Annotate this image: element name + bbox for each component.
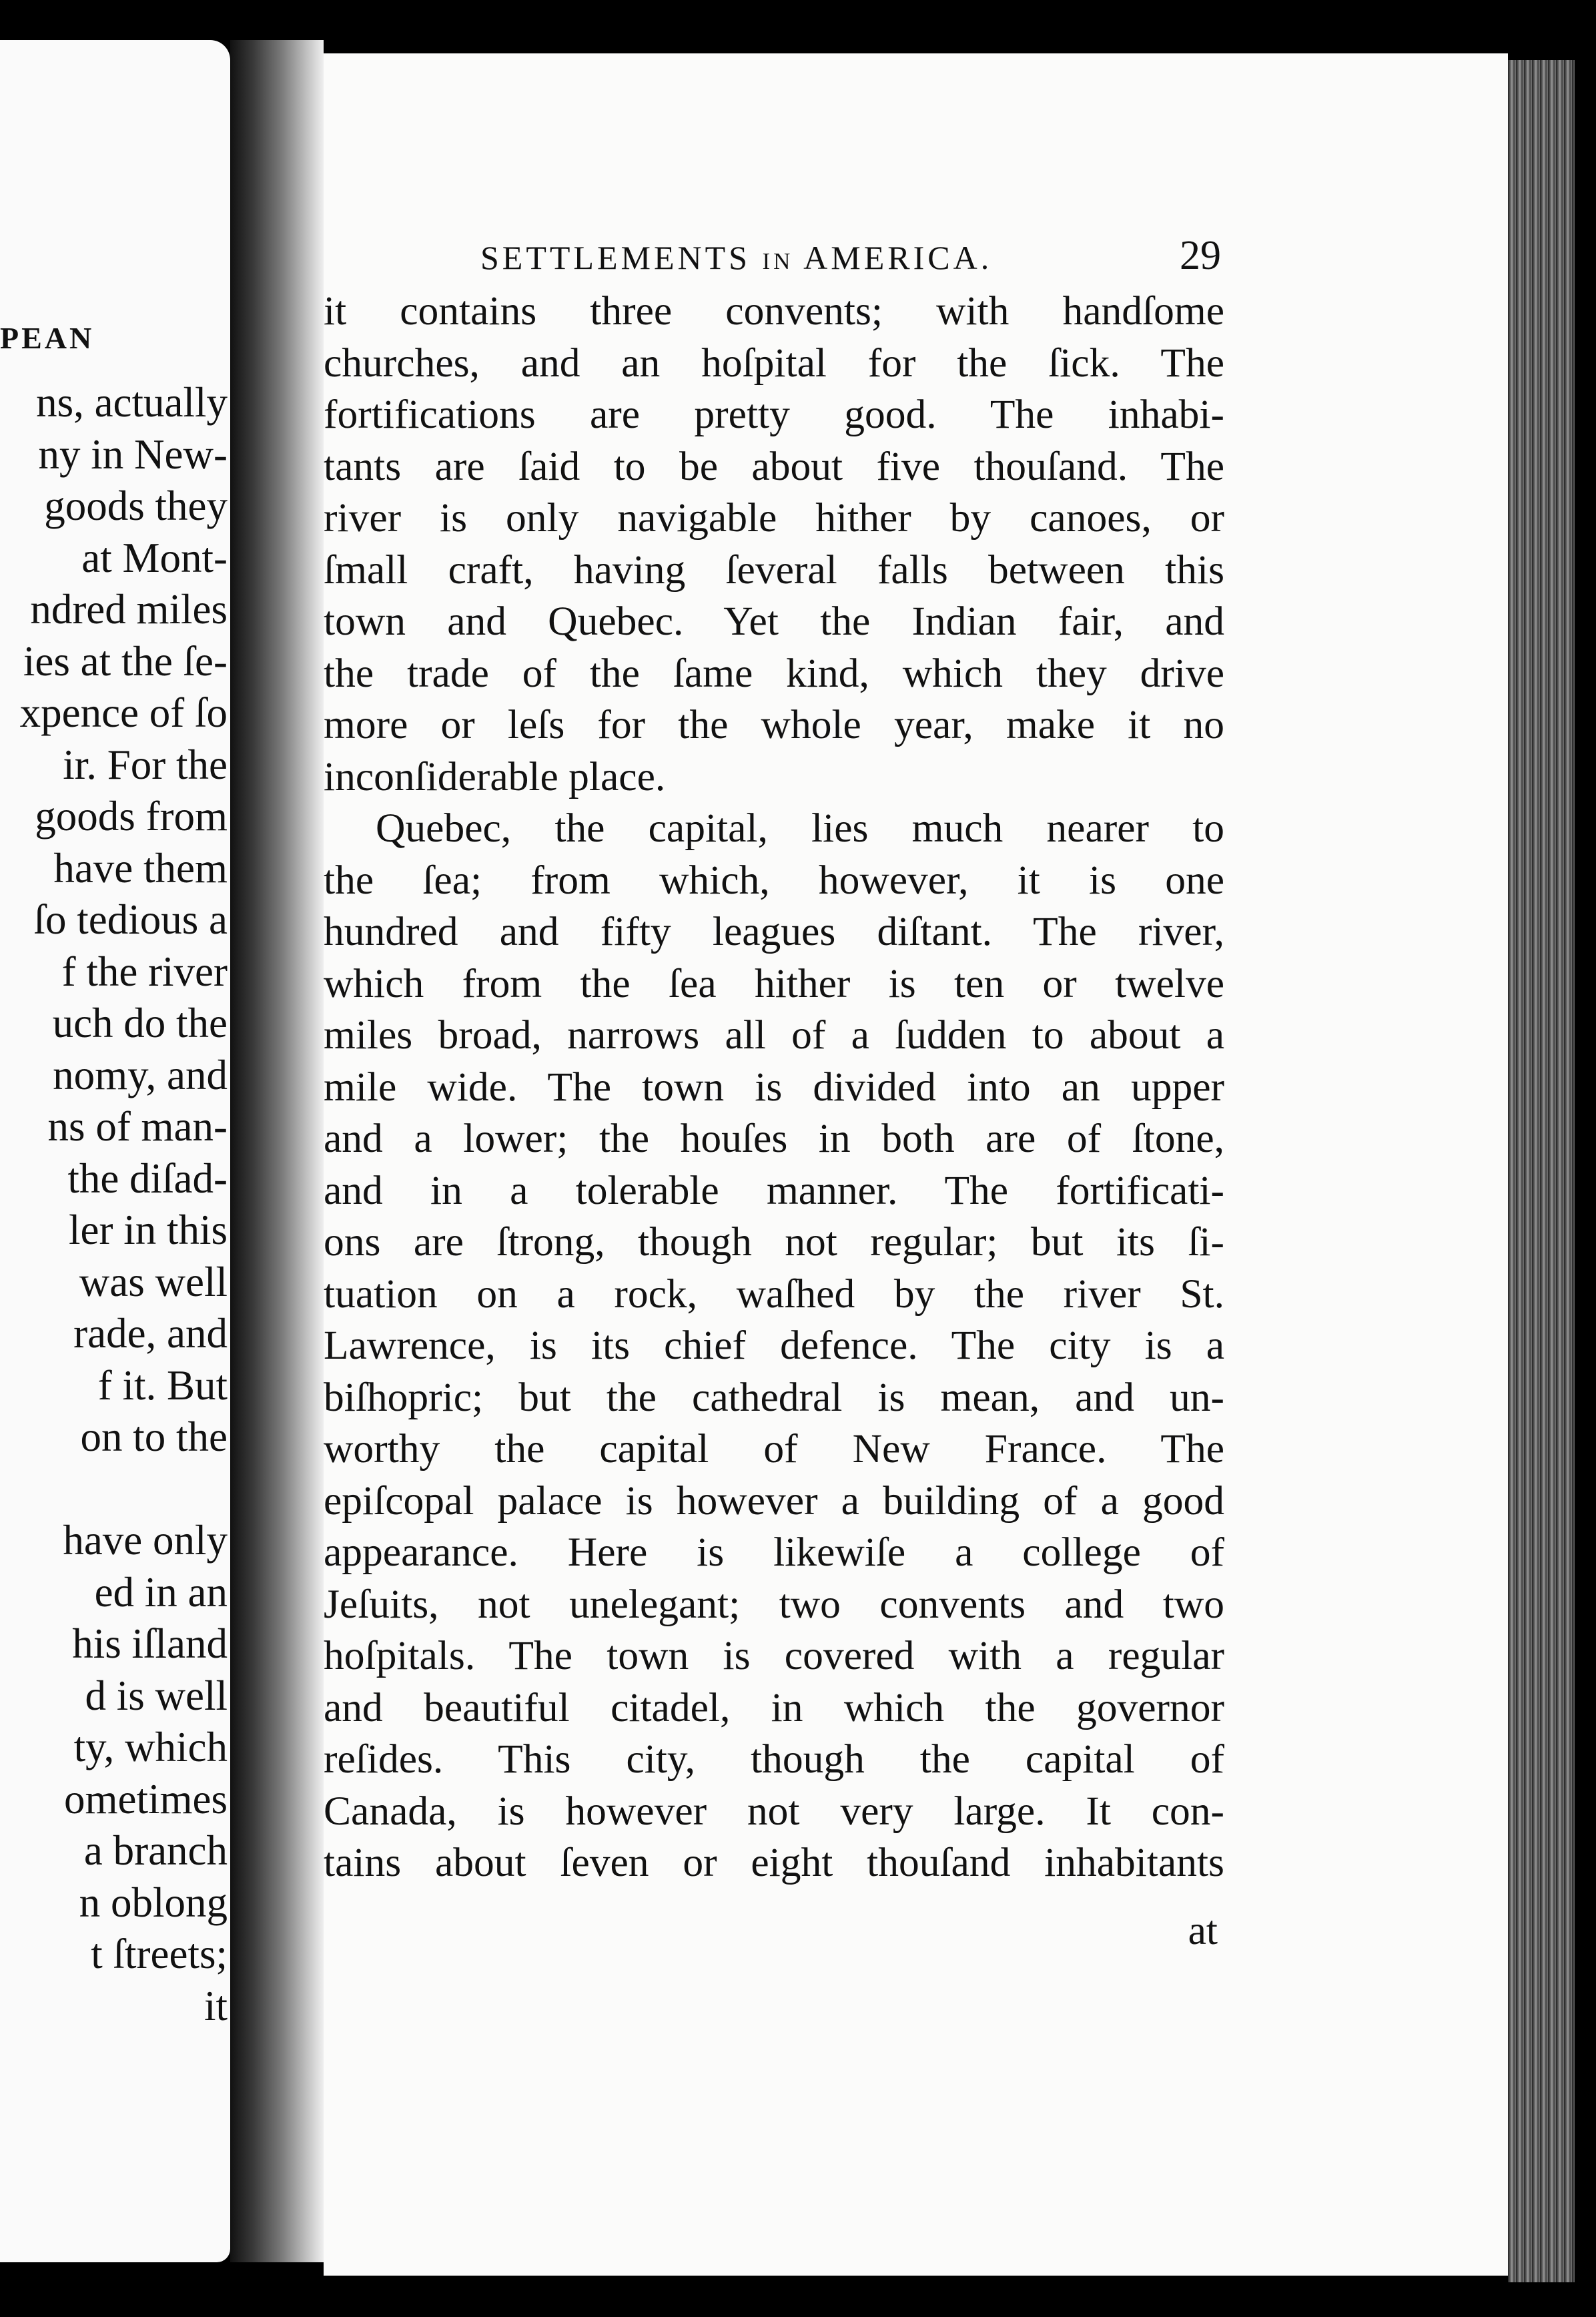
left-text-line: a branch (83, 1827, 228, 1874)
text-line: town and Quebec. Yet the Indian fair, and (324, 599, 1224, 644)
left-text-line: rade, and (73, 1310, 228, 1357)
text-line: Jeſuits, not unelegant; two convents and two (324, 1581, 1224, 1627)
left-text-line: have only (63, 1517, 228, 1564)
left-text-line: ndred miles (30, 586, 228, 633)
left-text-line: d is well (85, 1672, 228, 1719)
left-text-line: ns, actually (36, 379, 228, 426)
text-line: ons are ſtrong, though not regular; but its ſi- (324, 1219, 1224, 1265)
left-text-line: ed in an (94, 1568, 228, 1616)
left-text-line: ty, which (73, 1724, 228, 1770)
text-line: hoſpitals. The town is covered with a regular (324, 1633, 1224, 1678)
left-text-line: goods from (35, 793, 228, 840)
left-text-line: ler in this (69, 1207, 228, 1253)
text-line: epiſcopal palace is however a building of a good (324, 1477, 1224, 1524)
left-text-line: f the river (61, 948, 228, 995)
book-gutter-shadow (230, 40, 324, 2262)
left-text-line: ny in New- (38, 430, 228, 478)
text-line: and a lower; the houſes in both are of ſtone, (324, 1116, 1224, 1161)
text-line: and in a tolerable manner. The fortificati- (324, 1167, 1224, 1213)
text-line: the ſea; from which, however, it is one (324, 857, 1224, 903)
running-head (480, 232, 1221, 280)
left-facing-page (0, 40, 230, 2262)
left-text-line: xpence of ſo (19, 689, 228, 736)
left-text-line: n oblong (79, 1879, 228, 1926)
left-text-line: on to the (80, 1413, 228, 1460)
text-line: miles broad, narrows all of a ſudden to about a (324, 1012, 1224, 1058)
text-line: hundred and fifty leagues diſtant. The river, (324, 909, 1224, 954)
catchword: at (1188, 1908, 1218, 1953)
text-line: fortifications are pretty good. The inhabi- (324, 392, 1224, 437)
text-line: it contains three convents; with handſome (324, 288, 1224, 334)
text-line: appearance. Here is likewiſe a college of (324, 1530, 1224, 1575)
text-line: the trade of the ſame kind, which they drive (324, 650, 1224, 696)
text-line: biſhopric; but the cathedral is mean, and un- (324, 1374, 1224, 1420)
left-page-text (20, 377, 228, 2032)
left-text-line: the diſad- (67, 1154, 228, 1202)
text-line: Lawrence, is its chief defence. The city is a (324, 1323, 1224, 1368)
left-text-line: have them (53, 844, 228, 892)
page-number: 29 (1180, 233, 1221, 278)
text-line: which from the ſea hither is ten or twelve (324, 960, 1224, 1006)
left-text-line: ſo tedious a (33, 896, 228, 943)
text-line: river is only navigable hither by canoes, or (324, 495, 1224, 541)
text-line: reſides. This city, though the capital of (324, 1736, 1224, 1782)
text-line: and beautiful citadel, in which the governor (324, 1684, 1224, 1730)
text-line: Canada, is however not very large. It con- (324, 1788, 1224, 1834)
left-text-line: ns of man- (47, 1103, 228, 1150)
page-edges (1508, 60, 1575, 2282)
left-text-line: it (204, 1982, 228, 2029)
left-text-line: uch do the (52, 1000, 228, 1046)
text-line: tains about ſeven or eight thouſand inhabitants (324, 1840, 1224, 1885)
left-text-line: f it. But (97, 1361, 228, 1409)
left-text-line: ies at the ſe- (23, 637, 228, 685)
text-line: mile wide. The town is divided into an upper (324, 1064, 1224, 1110)
text-line: worthy the capital of New France. The (324, 1426, 1224, 1471)
left-text-line: at Mont- (81, 534, 228, 581)
text-line: churches, and an hoſpital for the ſick. The (324, 340, 1224, 386)
left-text-line: was well (79, 1258, 228, 1305)
text-line: inconſiderable place. (324, 753, 666, 799)
text-line: more or leſs for the whole year, make it no (324, 702, 1224, 747)
running-head-title: SETTLEMENTS in AMERICA. (480, 239, 993, 276)
body-text (324, 286, 1224, 1889)
left-text-line: ir. For the (63, 741, 228, 788)
left-text-line: t ſtreets; (91, 1931, 228, 1977)
text-line: tants are ſaid to be about five thouſand. The (324, 443, 1224, 489)
left-running-head-fragment: PEAN (0, 321, 95, 355)
left-text-line: nomy, and (53, 1051, 228, 1098)
left-text-line (20, 1463, 228, 1516)
left-text-line: his iſland (72, 1620, 228, 1667)
text-line: ſmall craft, having ſeveral falls between this (324, 547, 1224, 593)
text-line: tuation on a rock, waſhed by the river St. (324, 1271, 1224, 1317)
left-text-line: goods they (44, 482, 228, 529)
text-line: Quebec, the capital, lies much nearer to (376, 805, 1224, 851)
left-text-line: ometimes (64, 1775, 228, 1823)
